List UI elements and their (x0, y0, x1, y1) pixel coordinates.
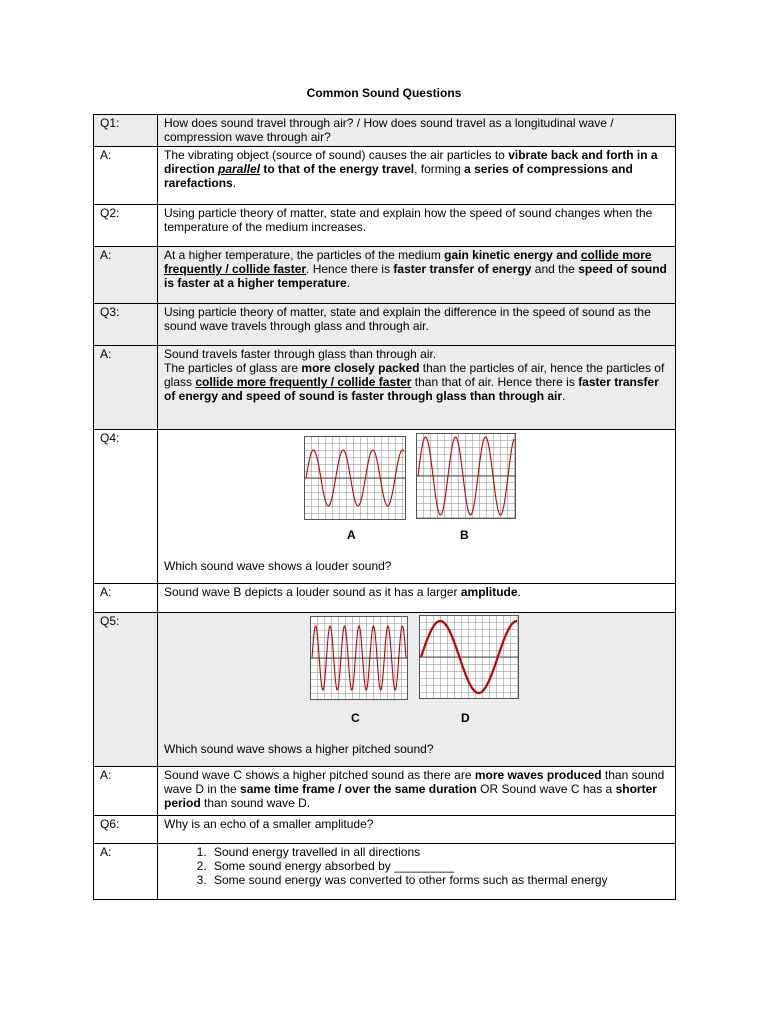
qa-row-q3 (94, 304, 676, 346)
row-text (158, 584, 676, 613)
qa-row-q6 (94, 816, 676, 844)
answer-list (164, 845, 669, 887)
text-run: gain kinetic energy and (444, 248, 581, 262)
text-run: The vibrating object (source of sound) causes the air particles to (164, 148, 509, 162)
wave-label-c: C (351, 711, 360, 725)
wave-graph-a (304, 436, 406, 520)
qa-row-a4 (94, 584, 676, 613)
qa-row-a2 (94, 247, 676, 304)
text-run: At a higher temperature, the particles of the medium (164, 248, 445, 262)
text-run: more waves produced (474, 768, 602, 782)
qa-row-a3 (94, 346, 676, 430)
row-text (158, 247, 676, 304)
qa-row-a6 (94, 844, 676, 900)
text-run: vibrate back and forth in a direction (164, 148, 658, 176)
row-text (158, 205, 676, 247)
text-run: collide more frequently / collide faster (164, 248, 652, 276)
text-run: Sound wave B depicts a louder sound as it has a larger (164, 585, 461, 599)
text-run: . (346, 276, 351, 290)
row-label: Q2: (94, 205, 158, 247)
text-run: . Hence there is (306, 262, 394, 276)
row-label: Q6: (94, 816, 158, 844)
wave-graph-b (416, 433, 516, 519)
text-run: than the particles of air, hence the particles of glass (164, 361, 665, 389)
text-run: speed of sound is faster at a higher temperature (164, 262, 667, 290)
wave-label-d: D (461, 711, 470, 725)
wave-graph-d (419, 615, 519, 699)
text-run: How does sound travel through air? / How does sound travel as a longitudinal wave / compression wave through air? (164, 116, 614, 144)
row-label: Q4: (94, 430, 158, 584)
figure-question: Which sound wave shows a louder sound? (164, 559, 392, 573)
row-label: A: (94, 247, 158, 304)
qa-row-q4 (94, 430, 676, 584)
text-run: faster transfer of energy (393, 262, 532, 276)
list-item: 1. Sound energy travelled in all directions (210, 845, 669, 859)
row-label: Q1: (94, 115, 158, 147)
list-item: 3. Some sound energy was converted to other forms such as thermal energy (210, 873, 669, 887)
qa-row-a5 (94, 767, 676, 816)
row-figure-cell (158, 430, 676, 584)
text-run: . (562, 389, 566, 403)
row-text (158, 304, 676, 346)
row-list-cell (158, 844, 676, 900)
qa-table (93, 114, 676, 900)
row-label: Q3: (94, 304, 158, 346)
row-figure-cell (158, 613, 676, 767)
text-run: shorter period (164, 782, 657, 810)
text-run: Using particle theory of matter, state and explain how the speed of sound changes when the temperature of the medium increases. (164, 206, 653, 234)
qa-row-q1 (94, 115, 676, 147)
text-run: a series of compressions and rarefactions (164, 162, 633, 190)
text-run: to that of the energy travel (260, 162, 415, 176)
text-run: than sound wave D. (200, 796, 311, 810)
row-text (158, 816, 676, 844)
text-run: , forming (414, 162, 465, 176)
wave-figure-q5 (164, 614, 669, 742)
text-run: faster transfer of energy and speed of sound is faster through glass than through air (164, 375, 659, 403)
text-run: OR Sound wave C has a (476, 782, 616, 796)
wave-label-b: B (460, 528, 469, 542)
text-run: . (232, 176, 237, 190)
text-run: than that of air. Hence there is (411, 375, 579, 389)
row-text (158, 147, 676, 205)
wave-graph-c (310, 616, 408, 700)
text-run: Sound wave C shows a higher pitched sound as there are (164, 768, 475, 782)
page-title: Common Sound Questions (306, 86, 462, 100)
text-run: Why is an echo of a smaller amplitude? (164, 817, 374, 831)
text-run: collide more frequently / collide faster (195, 375, 412, 389)
qa-row-q2 (94, 205, 676, 247)
text-run: than sound wave D in the (164, 768, 665, 796)
row-text (158, 346, 676, 430)
text-run: same time frame / over the same duration (240, 782, 477, 796)
text-run: more closely packed (301, 361, 420, 375)
wave-figure-q4 (164, 431, 669, 559)
row-label: A: (94, 767, 158, 816)
text-run: parallel (218, 162, 261, 176)
figure-question: Which sound wave shows a higher pitched sound? (164, 742, 434, 756)
text-run: . (517, 585, 521, 599)
row-label: A: (94, 147, 158, 205)
list-item: 2. Some sound energy absorbed by _________ (210, 859, 669, 873)
qa-row-a1 (94, 147, 676, 205)
row-label: Q5: (94, 613, 158, 767)
row-label: A: (94, 844, 158, 900)
wave-label-a: A (347, 528, 356, 542)
text-run: Using particle theory of matter, state and explain the difference in the speed of sound as the sound wave travels through glass and through air. (164, 305, 651, 333)
row-text (158, 767, 676, 816)
text-run: The particles of glass are (164, 361, 302, 375)
row-text (158, 115, 676, 147)
row-label: A: (94, 584, 158, 613)
text-run: amplitude (460, 585, 518, 599)
row-label: A: (94, 346, 158, 430)
text-run: Sound travels faster through glass than through air. (164, 347, 437, 361)
text-run: and the (531, 262, 579, 276)
qa-row-q5 (94, 613, 676, 767)
